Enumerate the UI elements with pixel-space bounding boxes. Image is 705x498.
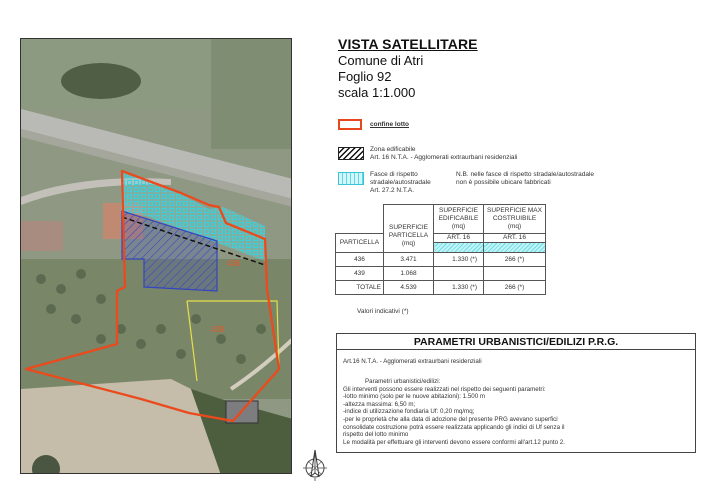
- nb-line-2: non è possibile ubicare fabbricati: [456, 179, 551, 186]
- params-box: [336, 333, 696, 453]
- scale-label: scala 1:1.000: [338, 85, 416, 100]
- hatch-cell-icon: [484, 243, 546, 253]
- table-row: 439 1.068: [336, 267, 546, 281]
- foglio-label: Foglio 92: [338, 69, 392, 84]
- comune-label: Comune di Atri: [338, 53, 424, 68]
- zona-label-2: Art. 16 N.T.A. - Agglomerati extraurbani residenziali: [370, 154, 518, 161]
- fasce-label-1: Fasce di rispetto: [370, 171, 418, 178]
- params-article: Art.16 N.T.A. - Agglomerati extraurbani residenziali: [343, 358, 482, 365]
- surface-table: [335, 204, 546, 295]
- table-row-total: TOTALE 4.539 1.330 (*) 266 (*): [336, 281, 546, 295]
- header-art-max: ART. 16: [484, 234, 546, 243]
- header-sup-max: SUPERFICIE MAX COSTRUIBILE (mq): [484, 205, 546, 234]
- table-row: 436 3.471 1.330 (*) 266 (*): [336, 253, 546, 267]
- nb-note: [456, 171, 594, 187]
- header-particella: PARTICELLA: [336, 234, 384, 253]
- header-sup-particella: SUPERFICIE PARTICELLA (mq): [384, 205, 434, 253]
- hatch-cell-icon: [434, 243, 484, 253]
- fasce-label-2: stradale/autostradale: [370, 179, 431, 186]
- satellite-map: [20, 38, 292, 474]
- header-art-edificabile: ART. 16: [434, 234, 484, 243]
- confine-label: confine lotto: [370, 121, 409, 128]
- parcel-label-439: 439: [211, 325, 225, 334]
- fasce-label-3: Art. 27.2 N.T.A.: [370, 187, 415, 194]
- fasce-grid-swatch-icon: [338, 172, 364, 185]
- map-image: [21, 39, 292, 474]
- confine-swatch-icon: [338, 119, 362, 130]
- header-sup-edificabile: SUPERFICIE EDIFICABILE (mq): [434, 205, 484, 234]
- params-body: Parametri urbanistici/edilizi: Gli interventi possono essere realizzati nel rispetto dei seguenti parametri: -lotto minimo (solo per le nuove abitazioni): 1.500 m -altezza massima: 6,50 m; -indice di utilizzazione fondiaria Uf: 0,20 mq/mq; -per le proprietà che alla data di adozione del presente PRG avevano superfici consolidate costruzione potrà essere realizzata applicando gli indici di Uf senza il rispetto del lotto minimo Le modalità per effettuare gli interventi devono essere conformi all'art.12 punto 2.: [343, 378, 565, 446]
- parcel-label-436: 436: [227, 259, 241, 268]
- north-arrow-icon: [300, 448, 330, 484]
- zona-label-1: Zona edificabile: [370, 146, 416, 153]
- params-title: PARAMETRI URBANISTICI/EDILIZI P.R.G.: [337, 334, 695, 350]
- zona-hatch-swatch-icon: [338, 147, 364, 160]
- indicative-values-note: Valori indicativi (*): [357, 308, 409, 315]
- page-title: VISTA SATELLITARE: [338, 36, 478, 52]
- nb-line-1: N.B. nelle fasce di rispetto stradale/autostradale: [456, 171, 595, 178]
